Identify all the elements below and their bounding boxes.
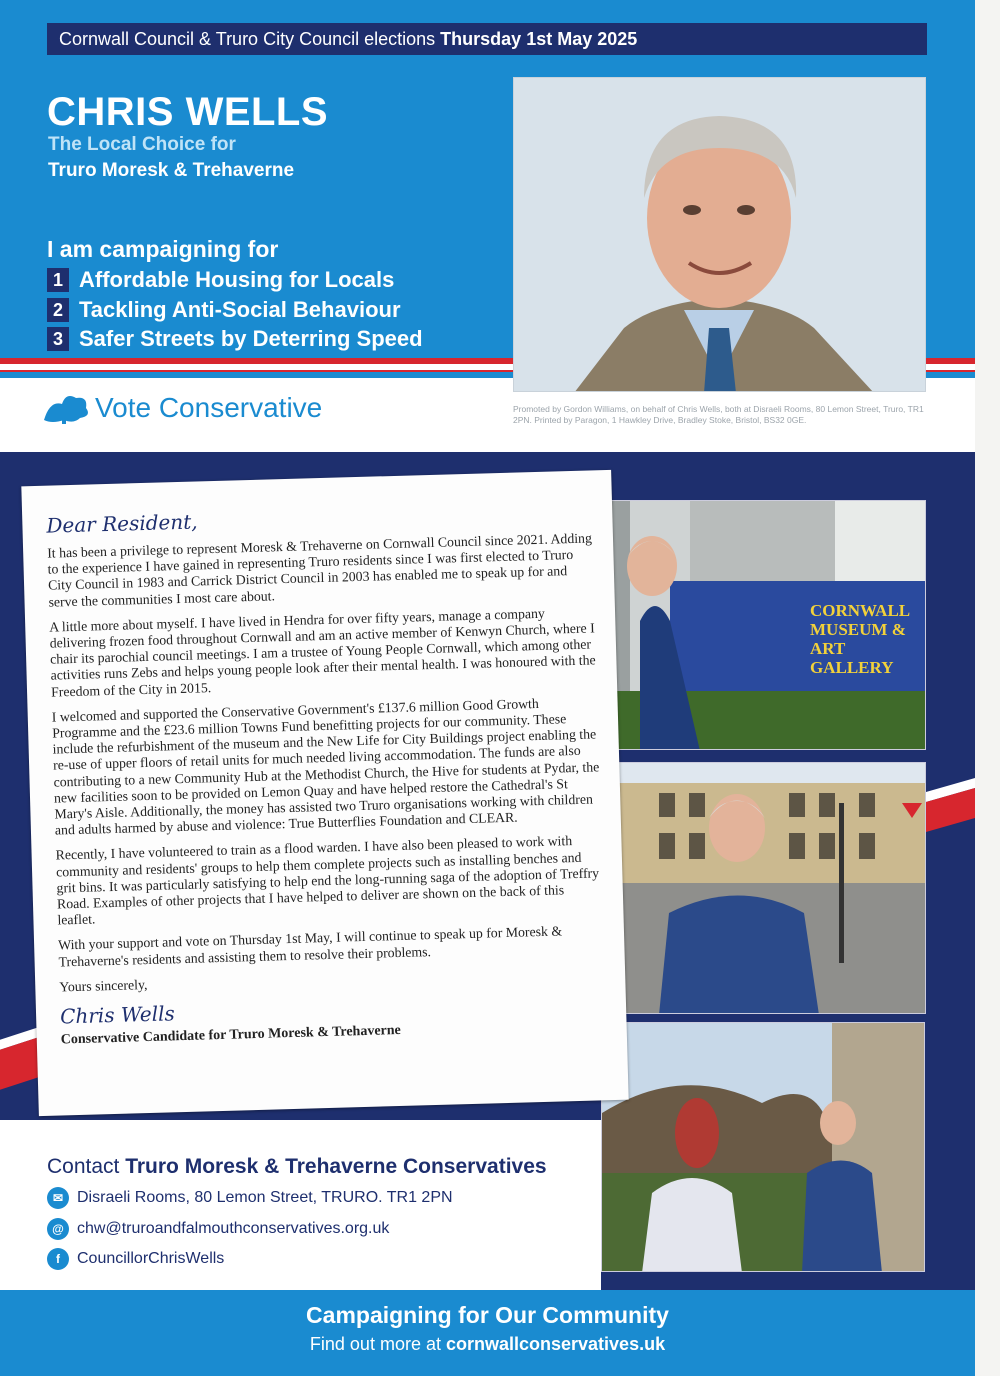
tagline-line1: The Local Choice for	[48, 134, 236, 155]
front-panel	[0, 0, 975, 450]
street-photo-illustration	[619, 763, 926, 1014]
conservative-tree-icon	[40, 390, 92, 431]
pledge-1	[47, 266, 394, 292]
facebook-text[interactable]: CouncillorChrisWells	[77, 1250, 225, 1267]
footer-subline	[0, 1334, 975, 1355]
photo-street	[618, 762, 926, 1014]
contact-email[interactable]	[47, 1216, 389, 1242]
letter-paragraph: Recently, I have volunteered to train as a flood warden. I have also been pleased to work with community and residents' groups to help them complete projects such as installing benches and grit bins. It was particularly satisfying to help end the long-running saga of the adoption of Treffry Road. Examples of other projects that I have helped to deliver are shown on the back of this leaflet.	[55, 833, 600, 928]
contact-facebook[interactable]	[47, 1246, 224, 1272]
footer-find-prefix: Find out more at	[309, 1334, 441, 1354]
vote-conservative: Vote Conservative	[95, 392, 323, 423]
pledge-text: Safer Streets by Deterring Speed	[79, 326, 423, 352]
footer-website[interactable]: cornwallconservatives.uk	[445, 1334, 666, 1354]
pledge-number: 2	[47, 298, 69, 322]
contact-prefix: Contact	[47, 1155, 120, 1178]
candidate-name: CHRIS WELLS	[47, 90, 329, 134]
election-date: Thursday 1st May 2025	[440, 29, 638, 49]
gallery-sign-text: CORNWALL MUSEUM & ART GALLERY	[810, 601, 910, 677]
tree-photo-illustration	[602, 1023, 925, 1272]
footer-title: Campaigning for Our Community	[306, 1302, 669, 1328]
election-banner	[47, 23, 927, 55]
letter-paragraph: It has been a privilege to represent Moresk & Trehaverne on Cornwall Council since 2021. Adding to the experience I have gained in representing Truro residents since I was first elected to Truro City Council in 1983 and Carrick District Council in 2003 has enabled me to speak up for and serve the communities I most care about.	[46, 530, 593, 610]
election-prefix: Cornwall Council & Truro City Council elections	[59, 29, 436, 49]
pledge-2	[47, 296, 401, 322]
at-icon: @	[47, 1218, 69, 1240]
contact-title	[47, 1155, 547, 1179]
address-text: Disraeli Rooms, 80 Lemon Street, TRURO. TR1 2PN	[77, 1189, 453, 1206]
letter-greeting: Dear Resident,	[46, 509, 198, 538]
letter-paragraph: A little more about myself. I have lived in Hendra for over fifty years, manage a company delivering frozen food throughout Cornwall and am an active member of Kenwyn Church, where I chair its parochial council meetings. I am a trustee of Young People Cornwall, which among other activities runs Zebs and helps young people look after their mental health. I was honoured with the Freedom of the City in 2015.	[49, 605, 596, 700]
letter-paragraph: I welcomed and supported the Conservative Government's £137.6 million Good Growth Programme and the £23.6 million Towns Fund benefitting projects for our community. These include the refurbishment of the museum and the New Life for City Buildings project enabling the re-use of upper floors of retail units for much needed living accommodation. The funds are also contributing to a new Community Hub at the Methodist Church, the Hive for students at Pydar, the new facilities soon to be provided on Lemon Quay and have helped restore the Cathedral's St Mary's Aisle. Additionally, the money has assisted two Truro organisations working with children and adults harmed by abuse and violence: True Butterflies Foundation and CLEAR.	[51, 695, 600, 838]
campaign-heading: I am campaigning for	[47, 236, 279, 262]
tagline-line2: Truro Moresk & Trehaverne	[48, 160, 295, 181]
pledge-number: 3	[47, 327, 69, 351]
email-text[interactable]: chw@truroandfalmouthconservatives.org.uk	[77, 1220, 390, 1237]
signature-role: Conservative Candidate for Truro Moresk & Trehaverne	[60, 1023, 401, 1048]
page-edge	[975, 0, 1000, 1376]
pledge-3	[47, 325, 423, 351]
imprint: Promoted by Gordon Williams, on behalf of Chris Wells, both at Disraeli Rooms, 80 Lemon Street, Truro, TR1 2PN. Printed by Paragon, 1 Hawkley Drive, Bradley Stoke, Bristol, BS32 0GE.	[513, 404, 924, 425]
contact-address	[47, 1185, 453, 1211]
pledge-text: Tackling Anti-Social Behaviour	[79, 297, 401, 323]
portrait-illustration	[514, 78, 926, 392]
envelope-icon: ✉	[47, 1187, 69, 1209]
contact-org: Truro Moresk & Trehaverne Conservatives	[125, 1155, 547, 1178]
letter-to-resident	[21, 470, 628, 1116]
letter-paragraph: With your support and vote on Thursday 1st May, I will continue to speak up for Moresk & Trehaverne's residents and assisting them to resolve their problems.	[57, 923, 563, 970]
pledge-number: 1	[47, 268, 69, 292]
pledge-text: Affordable Housing for Locals	[79, 267, 395, 293]
letter-closing: Yours sincerely,	[59, 976, 148, 995]
candidate-portrait	[513, 77, 926, 392]
signature: Chris Wells	[59, 1001, 176, 1029]
photo-museum	[609, 500, 926, 750]
facebook-icon: f	[47, 1248, 69, 1270]
photo-tree-visit	[601, 1022, 925, 1272]
